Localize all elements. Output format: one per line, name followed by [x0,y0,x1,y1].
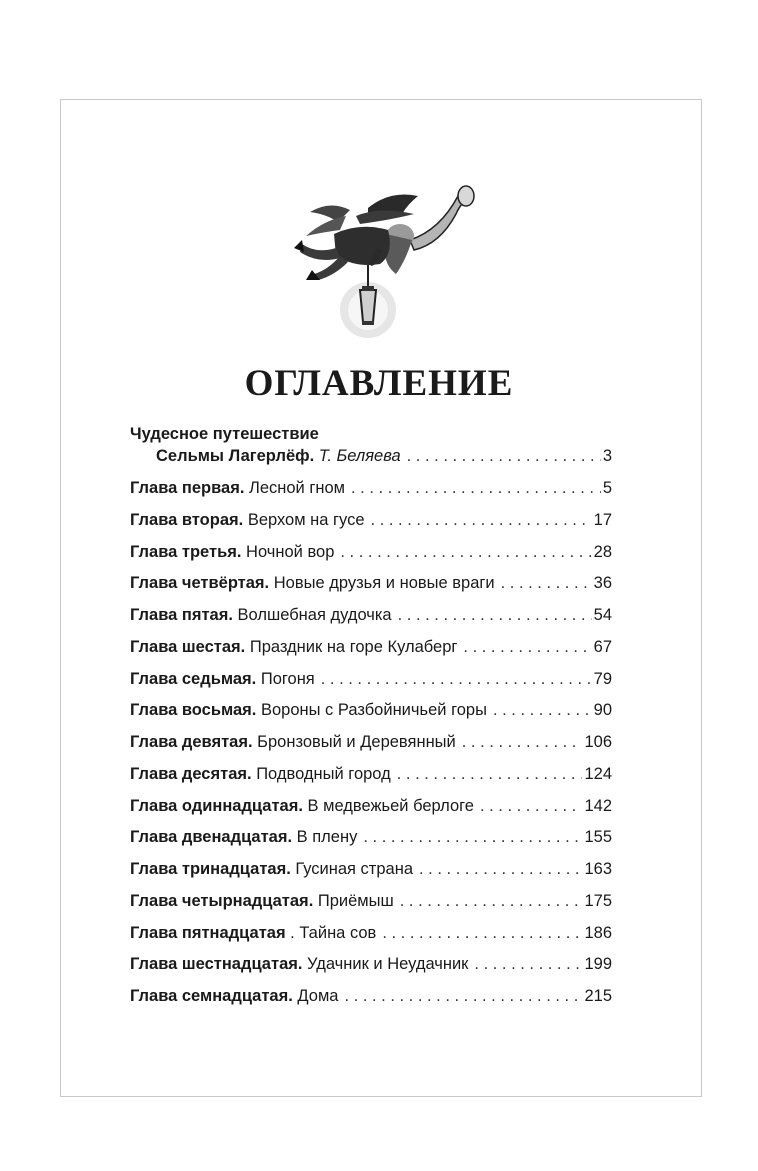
chapter-label: Глава четвёртая. [130,574,270,593]
chapter-title: Дома [297,987,339,1005]
intro-title-line1: Чудесное путешествие [130,425,319,443]
toc-entry [130,572,612,594]
dot-leader [363,826,582,848]
chapter-title: Гусиная страна [295,860,414,878]
dot-leader [501,572,592,594]
toc-entry [130,541,612,563]
chapter-label: Глава третья. [130,542,242,561]
chapter-title: Приёмыш [317,891,394,910]
toc-entry [130,636,612,658]
chapter-title: Ночной вор [246,542,335,561]
page-number: 155 [584,828,612,847]
chapter-label: Глава тринадцатая. [130,860,291,878]
chapter-label: Глава девятая. [130,733,253,751]
page-number: 215 [584,987,612,1005]
dot-leader [493,699,592,721]
dot-leader [398,604,592,626]
intro-author-bold: Сельмы Лагерлёф. [156,447,315,465]
chapter-title: В плену [296,828,358,847]
chapter-title: Вороны с Разбойничьей горы [260,701,487,720]
chapter-title: . Тайна сов [290,923,377,942]
page-number: 163 [584,860,612,878]
toc-entry [130,763,612,785]
chapter-label: Глава первая. [130,479,245,497]
chapter-label: Глава восьмая. [130,701,257,720]
toc-entry [130,699,612,721]
chapter-label: Глава вторая. [130,510,244,529]
dot-leader [463,636,591,658]
chapter-label: Глава четырнадцатая. [130,891,314,910]
page-number: 79 [593,669,612,688]
dot-leader [400,890,583,912]
page-number: 199 [584,955,612,974]
page-number: 186 [584,923,612,942]
page-number: 5 [602,479,612,497]
toc-entry [130,604,612,626]
chapter-title: Лесной гном [249,479,346,497]
page-title: ОГЛАВЛЕНИЕ [244,363,514,404]
chapter-title: Праздник на горе Кулаберг [249,637,458,656]
chapter-label: Глава семнадцатая. [130,987,293,1005]
dot-leader [344,985,582,1007]
toc-entry [130,890,612,912]
toc-entry [130,858,612,880]
dot-leader [371,509,592,531]
toc-entry [130,985,612,1007]
toc-intro-entry [130,423,612,467]
chapter-label: Глава десятая. [130,764,252,783]
chapter-title: Бронзовый и Деревянный [257,733,456,751]
toc-entry [130,795,612,817]
page-number: 3 [602,447,612,465]
chapter-title: Верхом на гусе [247,510,365,529]
page-number: 54 [593,606,612,624]
chapter-title: Волшебная дудочка [237,606,392,624]
chapter-label: Глава двенадцатая. [130,828,293,847]
chapter-title: Погоня [260,669,315,688]
toc-entry [130,731,612,753]
dot-leader [321,668,592,690]
chapter-list [130,477,612,1007]
toc-entry [130,509,612,531]
dot-leader [382,922,582,944]
chapter-title: Новые друзья и новые враги [273,574,495,593]
table-of-contents [130,423,612,1017]
chapter-label: Глава шестая. [130,637,246,656]
chapter-title: Подводный город [256,764,391,783]
chapter-label: Глава седьмая. [130,669,257,688]
toc-entry [130,668,612,690]
chapter-label: Глава шестнадцатая. [130,955,303,974]
dot-leader [419,858,582,880]
toc-entry [130,477,612,499]
toc-entry [130,826,612,848]
page-number: 36 [593,574,612,593]
page-number: 28 [593,542,612,561]
dot-leader [407,445,601,467]
page-number: 17 [593,510,612,529]
dot-leader [351,477,601,499]
toc-entry [130,922,612,944]
dot-leader [462,731,583,753]
toc-entry [130,953,612,975]
dot-leader [480,795,583,817]
chapter-title: Удачник и Неудачник [307,955,469,974]
chapter-label: Глава одиннадцатая. [130,796,303,815]
chapter-title: В медвежьей берлоге [307,796,474,815]
page-number: 142 [584,796,612,815]
chapter-label: Глава пятнадцатая [130,923,286,942]
page-number: 106 [584,733,612,751]
intro-title-line2 [130,445,612,467]
chapter-label: Глава пятая. [130,606,233,624]
page-number: 67 [593,637,612,656]
dot-leader [340,541,591,563]
page-number: 175 [584,891,612,910]
flying-gnome-illustration [290,170,480,350]
dot-leader [474,953,582,975]
page-number: 90 [593,701,612,720]
intro-author-italic: Т. Беляева [318,447,401,465]
dot-leader [397,763,583,785]
page-number: 124 [584,764,612,783]
